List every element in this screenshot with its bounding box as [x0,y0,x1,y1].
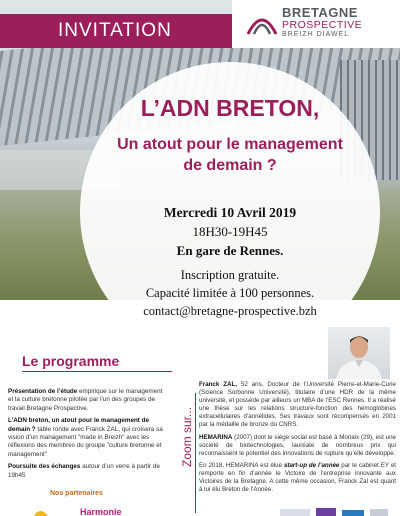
event-time: 18H30-19H45 [192,224,268,239]
invitation-label: INVITATION [58,20,172,41]
speaker-bio-column [199,381,396,498]
column-divider [195,393,196,513]
logo-text-bretagne: BRETAGNE [282,5,358,20]
programme-column [8,388,166,484]
logo-text-breizh-diawel: BREIZH DIAWEL [282,31,350,38]
event-contact-email[interactable]: contact@bretagne-prospective.bzh [143,304,317,318]
programme-item: L’ADN breton, un atout pour le management de demain ? table ronde avec Franck ZAL, qui croisera sa vision d’un management "made in Breizh" avec les réflexions des membres du groupe "culture bretonne et management" [8,417,163,458]
bio-paragraph: En 2018, HEMARINA est élue start-up de l’année par le cabinet EY et remporte en fin d’année le Victoire de l’entreprise innovante aux Victoires de la Bretagne. A cette même occasion, Franck Zal est quant à lui élu Breton de l’Année. [199,461,397,494]
svg-text:Harmonie: Harmonie [80,507,122,516]
programme-heading: Le programme [22,353,120,369]
bio-paragraph: Franck ZAL, 52 ans, Docteur de l’Université Pierre-et-Marie-Curie (Science Sorbonne Université), titulaire d’une HDR de la même université, et possède par ailleurs un MBA de l’ESC Rennes. Il a réalisé une thèse sur les relations structure-fonction des hémoglobines extracellulaires d’annélides. Ses travaux sont récompensés en 2001 par la médaille de bronze du CNRS. [199,381,396,429]
event-place: En gare de Rennes. [176,243,284,258]
logo-text-prospective: PROSPECTIVE [282,19,363,31]
event-title: L’ADN BRETON, [140,95,320,121]
event-registration: Inscription gratuite. [180,268,280,282]
bretagne-prospective-logo-icon [244,4,280,40]
zoom-sur-label: Zoom sur... [180,406,194,467]
event-date: Mercredi 10 Avril 2019 [163,205,297,220]
harmonie-logo-icon [34,505,124,516]
invitation-badge [0,14,232,48]
partner-logos-icon [280,505,390,516]
event-subtitle: Un atout pour le management de demain ? [117,136,343,174]
speaker-photo [328,327,390,379]
event-capacity: Capacité limitée à 100 personnes. [145,286,315,300]
partners-heading: Nos partenaires [50,490,103,497]
bio-paragraph: HEMARINA (2007) dont le siège social est basé à Morlaix (29), est une société de biotechnologies, lauréate de nombreux prix qui reconnaissent le potentiel des innovations de rupture qu’elle développe. [199,433,396,457]
speaker-portrait-icon [328,327,390,379]
programme-divider [22,371,172,372]
programme-item: Présentation de l’étude empirique sur le management et la culture bretonne pilotée par l’un des groupes de travail Bretagne Prospective. [8,388,163,412]
programme-item: Poursuite des échanges autour d’un verre à partir de 19h45 [8,463,160,479]
